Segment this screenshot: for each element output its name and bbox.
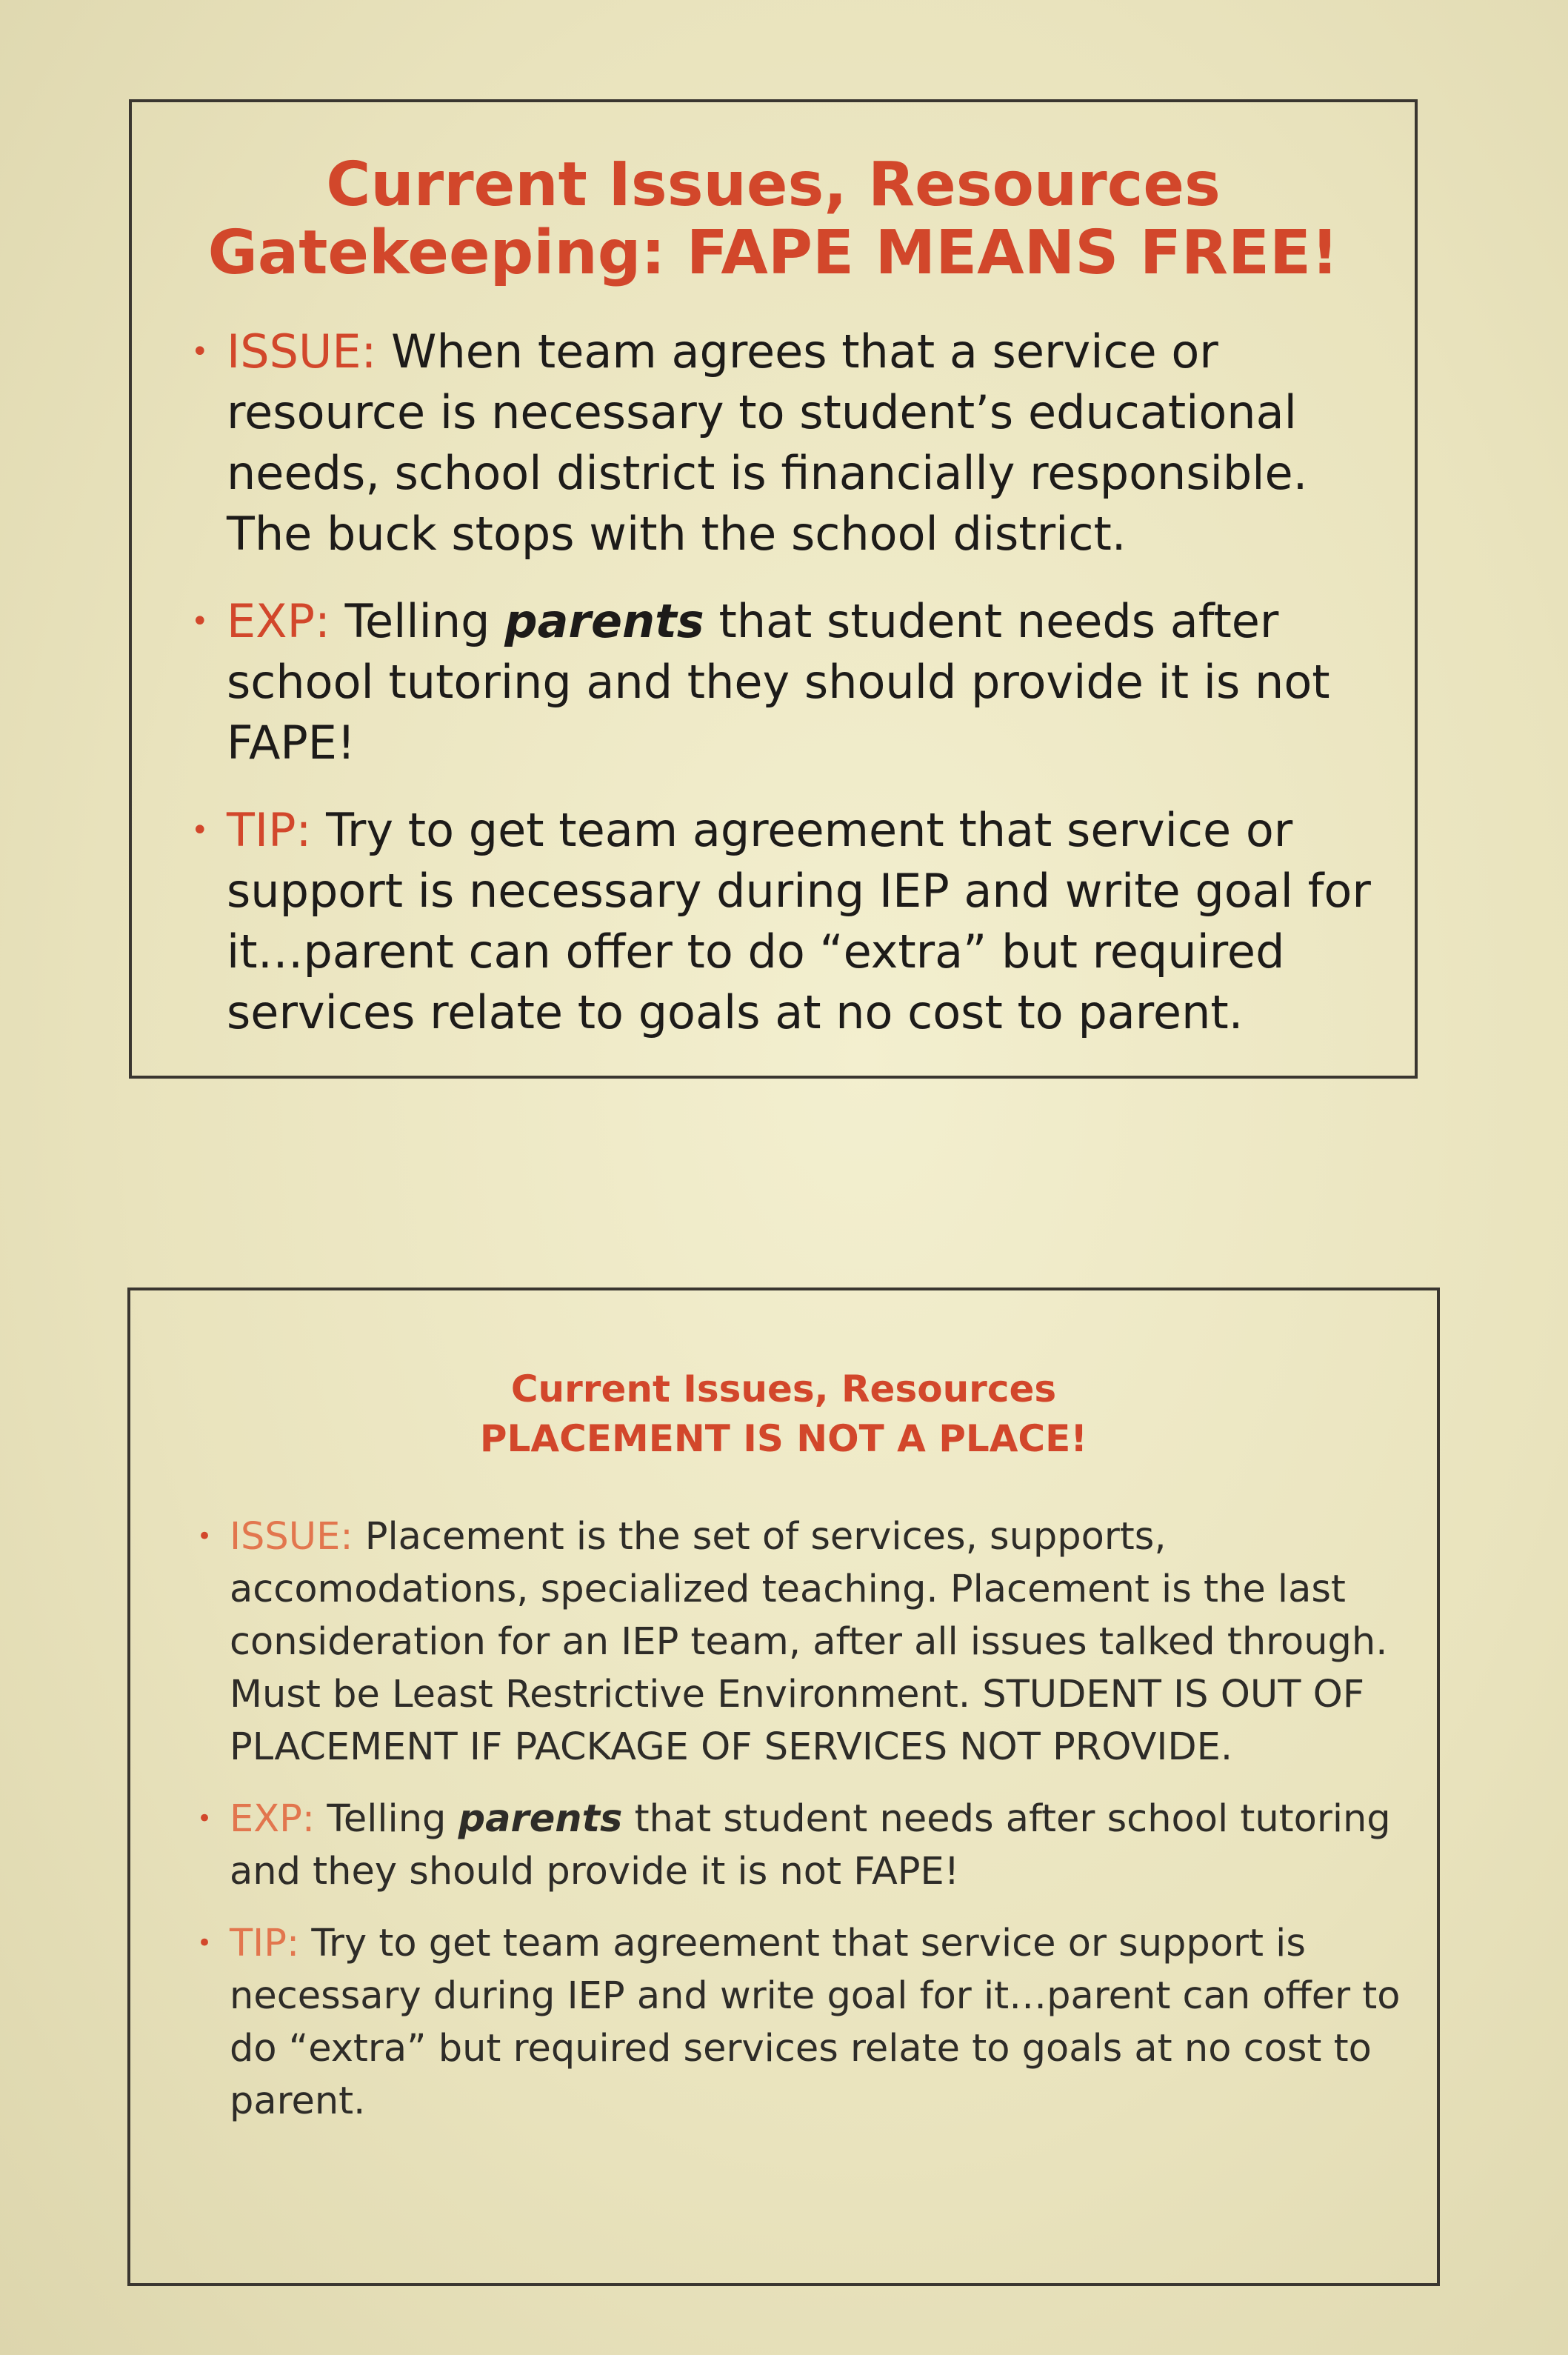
bullet-dot-icon: • — [197, 1522, 213, 1551]
bullet-text: Try to get team agreement that service or support is necessary during IEP and write goal for it…parent can offer to do “extra” but required services relate to goals at no cost to parent. — [230, 1922, 1401, 2123]
bullet-text-before: Telling — [344, 593, 490, 648]
bullet-tag: EXP: — [230, 1797, 316, 1841]
bullet-tag: ISSUE: — [230, 1515, 353, 1559]
bullet-issue — [197, 1510, 1407, 1773]
title-line-2: PLACEMENT IS NOT A PLACE! — [479, 1416, 1088, 1460]
bullet-tip — [191, 800, 1385, 1043]
title-line-1: Current Issues, Resources — [326, 150, 1221, 220]
bullet-tag: EXP: — [227, 593, 330, 648]
bullet-emphasis: parents — [504, 593, 704, 648]
bullet-tip — [197, 1917, 1407, 2128]
slide-title — [132, 102, 1415, 287]
bullet-text: When team agrees that a service or resource is necessary to student’s educational needs, school district is financially responsible. The buck stops with the school district. — [227, 324, 1308, 561]
bullet-tag: TIP: — [230, 1922, 300, 1965]
bullet-text: Try to get team agreement that service or support is necessary during IEP and write goal for it…parent can offer to do “extra” but required services relate to goals at no cost to parent. — [227, 802, 1371, 1039]
slide-fape-means-free — [129, 99, 1418, 1079]
slide-title — [130, 1290, 1437, 1463]
bullet-text-after: that student needs after school tutoring and they should provide it is not FAPE! — [230, 1797, 1391, 1893]
bullet-issue — [191, 322, 1385, 564]
bullet-exp — [197, 1793, 1407, 1898]
bullet-tag: ISSUE: — [227, 324, 377, 379]
title-line-1: Current Issues, Resources — [510, 1368, 1057, 1410]
bullet-text: Placement is the set of services, supports, accomodations, specialized teaching. Placement is the last consideration for an IEP team, after all issues talked through. Must be Least Restrictive Environment. STUDENT IS OUT OF PLACEMENT IF PACKAGE OF SERVICES NOT PROVIDE. — [230, 1515, 1388, 1769]
bullet-dot-icon: • — [197, 1804, 213, 1833]
bullet-tag: TIP: — [227, 802, 312, 857]
bullet-dot-icon: • — [191, 813, 209, 847]
bullet-text-after: that student needs after school tutoring and they should provide it is not FAPE! — [227, 593, 1330, 770]
bullet-dot-icon: • — [191, 334, 209, 369]
bullet-list — [130, 1463, 1437, 2128]
bullet-dot-icon: • — [191, 604, 209, 639]
bullet-exp — [191, 591, 1385, 773]
title-line-2: Gatekeeping: FAPE MEANS FREE! — [207, 217, 1339, 288]
bullet-text-before: Telling — [327, 1797, 447, 1841]
bullet-dot-icon: • — [197, 1928, 213, 1958]
slide-placement-is-not-a-place — [127, 1288, 1440, 2286]
bullet-emphasis: parents — [458, 1797, 623, 1841]
bullet-list — [132, 287, 1415, 1043]
